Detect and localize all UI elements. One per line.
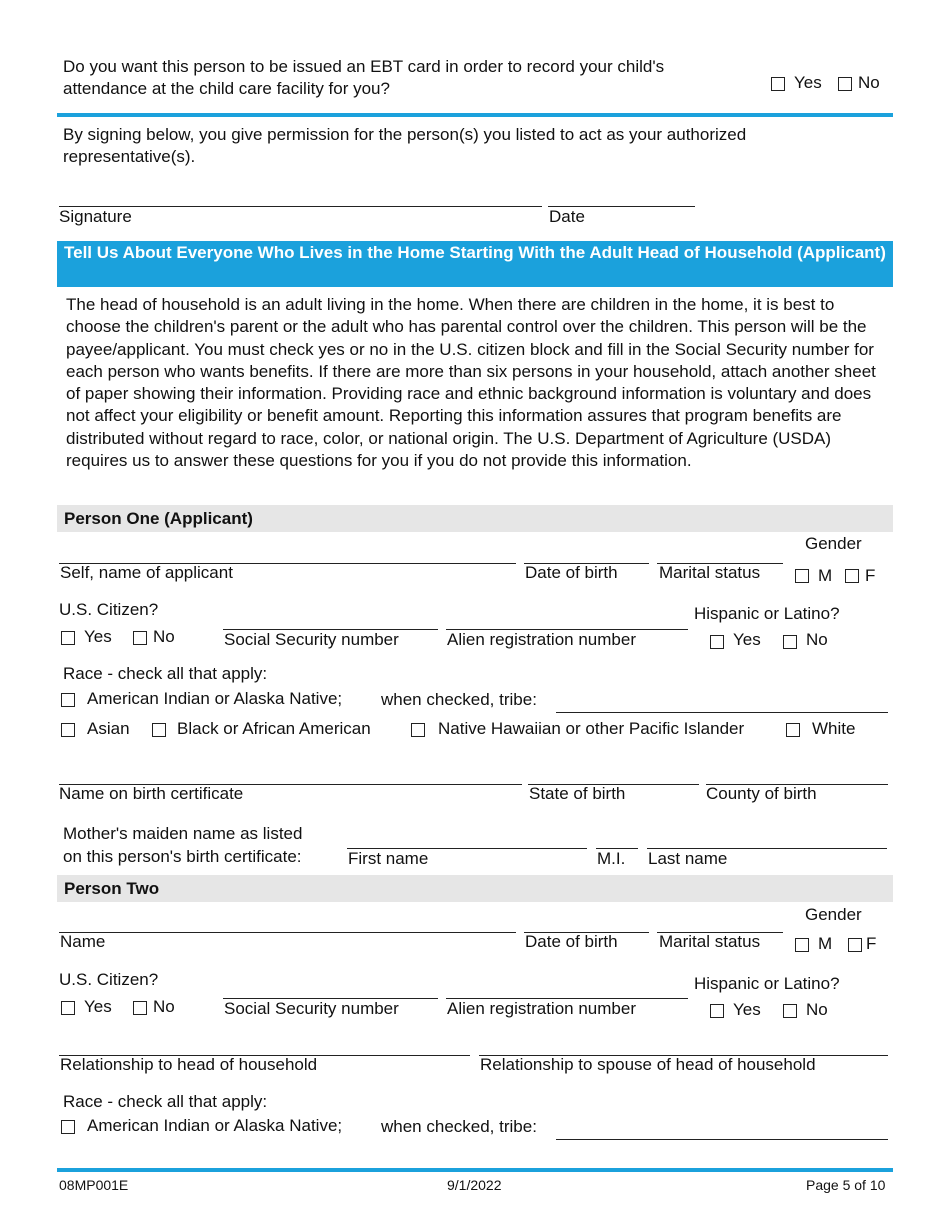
p1-hispanic-yes-label: Yes: [733, 630, 761, 649]
p2-name-label: Name: [60, 932, 106, 951]
p1-ssn-label: Social Security number: [224, 630, 399, 649]
p2-rel-spouse-label: Relationship to spouse of head of household: [480, 1055, 816, 1074]
p2-gender-f-checkbox[interactable]: [848, 938, 862, 952]
consent-text: By signing below, you give permission for the person(s) you listed to act as your authorized representative(s).: [63, 125, 747, 167]
p1-race-hawaiian-label: Native Hawaiian or other Pacific Islander: [438, 719, 745, 738]
p1-mi-label: M.I.: [597, 849, 626, 868]
p2-gender-m-label: M: [818, 934, 833, 953]
p2-tribe-line[interactable]: [556, 1139, 888, 1140]
p2-citizen-label: U.S. Citizen?: [59, 970, 159, 989]
p1-gender-f-label: F: [865, 566, 876, 585]
p2-gender-m-checkbox[interactable]: [795, 938, 809, 952]
p1-race-asian-checkbox[interactable]: [61, 723, 75, 737]
p2-hispanic-yes-checkbox[interactable]: [710, 1004, 724, 1018]
household-section-header: Tell Us About Everyone Who Lives in the Home Starting With the Adult Head of Household (Applicant): [57, 241, 893, 287]
p2-citizen-yes-label: Yes: [84, 997, 112, 1016]
p2-alien-label: Alien registration number: [447, 999, 636, 1018]
p1-tribe-label: when checked, tribe:: [381, 690, 537, 709]
p1-alien-label: Alien registration number: [447, 630, 636, 649]
footer-date: 9/1/2022: [447, 1177, 502, 1193]
ebt-yes-label: Yes: [794, 73, 822, 92]
p1-first-name-label: First name: [348, 849, 429, 868]
footer-form-id: 08MP001E: [59, 1177, 129, 1193]
person-two-header: Person Two: [57, 875, 893, 902]
p1-race-black-checkbox[interactable]: [152, 723, 166, 737]
footer-page-number: Page 5 of 10: [806, 1177, 886, 1193]
p1-tribe-line[interactable]: [556, 712, 888, 713]
p1-hispanic-no-checkbox[interactable]: [783, 635, 797, 649]
p2-marital-label: Marital status: [659, 932, 761, 951]
signature-label: Signature: [59, 207, 132, 226]
p2-ssn-label: Social Security number: [224, 999, 399, 1018]
p1-state-birth-label: State of birth: [529, 784, 626, 803]
p2-dob-label: Date of birth: [525, 932, 618, 951]
p2-hispanic-no-checkbox[interactable]: [783, 1004, 797, 1018]
p2-hispanic-no-label: No: [806, 1000, 828, 1019]
p2-citizen-no-checkbox[interactable]: [133, 1001, 147, 1015]
p1-race-asian-label: Asian: [87, 719, 130, 738]
p1-last-name-label: Last name: [648, 849, 728, 868]
p1-hispanic-label: Hispanic or Latino?: [694, 604, 840, 623]
p1-maiden-line2: on this person's birth certificate:: [63, 847, 302, 866]
p1-gender-m-label: M: [818, 566, 833, 585]
p1-citizen-no-checkbox[interactable]: [133, 631, 147, 645]
p2-rel-head-label: Relationship to head of household: [60, 1055, 318, 1074]
p1-race-white-checkbox[interactable]: [786, 723, 800, 737]
p2-tribe-label: when checked, tribe:: [381, 1117, 537, 1136]
p1-gender-label: Gender: [805, 534, 862, 553]
p1-citizen-no-label: No: [153, 627, 175, 646]
p1-dob-label: Date of birth: [525, 563, 618, 582]
person-one-header: Person One (Applicant): [57, 505, 893, 532]
p1-citizen-yes-checkbox[interactable]: [61, 631, 75, 645]
p2-hispanic-yes-label: Yes: [733, 1000, 761, 1019]
ebt-question-line2: attendance at the child care facility for you?: [63, 79, 390, 98]
p1-race-hawaiian-checkbox[interactable]: [411, 723, 425, 737]
p1-race-label: Race - check all that apply:: [63, 664, 268, 683]
section-divider: [57, 113, 893, 117]
p1-hispanic-yes-checkbox[interactable]: [710, 635, 724, 649]
ebt-no-checkbox[interactable]: [838, 77, 852, 91]
household-intro: The head of household is an adult living in the home. When there are children in the home, it is best to choose the children's parent or the adult who has parental control over the children. This person will be the payee/applicant. You must check yes or no in the U.S. citizen block and fill in the Social Security number for each person who wants benefits. If there are more than six persons in your household, attach another sheet of paper showing their information. Providing race and ethnic background information is voluntary and does not affect your eligibility or benefit amount. Reporting this information assures that program benefits are distributed without regard to race, color, or national origin. The U.S. Department of Agriculture (USDA) requires us to answer these questions for you if you do not provide this information.: [66, 295, 876, 471]
ebt-question-line1: Do you want this person to be issued an EBT card in order to record your child's: [63, 57, 665, 76]
p1-gender-m-checkbox[interactable]: [795, 569, 809, 583]
ebt-yes-checkbox[interactable]: [771, 77, 785, 91]
p2-gender-label: Gender: [805, 905, 862, 924]
p1-citizen-label: U.S. Citizen?: [59, 600, 159, 619]
p1-marital-label: Marital status: [659, 563, 761, 582]
p1-maiden-line1: Mother's maiden name as listed: [63, 824, 303, 843]
p1-race-native-checkbox[interactable]: [61, 693, 75, 707]
date-label: Date: [549, 207, 585, 226]
p1-birth-cert-name-label: Name on birth certificate: [59, 784, 244, 803]
p2-citizen-no-label: No: [153, 997, 175, 1016]
p1-citizen-yes-label: Yes: [84, 627, 112, 646]
p2-hispanic-label: Hispanic or Latino?: [694, 974, 840, 993]
ebt-no-label: No: [858, 73, 880, 92]
footer-divider: [57, 1168, 893, 1172]
p2-race-native-label: American Indian or Alaska Native;: [87, 1116, 343, 1135]
p2-race-native-checkbox[interactable]: [61, 1120, 75, 1134]
p2-race-label: Race - check all that apply:: [63, 1092, 268, 1111]
p2-gender-f-label: F: [866, 934, 877, 953]
p1-race-white-label: White: [812, 719, 856, 738]
p2-name-line[interactable]: [59, 932, 516, 933]
p1-county-birth-label: County of birth: [706, 784, 817, 803]
p1-gender-f-checkbox[interactable]: [845, 569, 859, 583]
p1-race-native-label: American Indian or Alaska Native;: [87, 689, 343, 708]
p1-name-label: Self, name of applicant: [60, 563, 233, 582]
p1-race-black-label: Black or African American: [177, 719, 371, 738]
p1-hispanic-no-label: No: [806, 630, 828, 649]
p2-citizen-yes-checkbox[interactable]: [61, 1001, 75, 1015]
